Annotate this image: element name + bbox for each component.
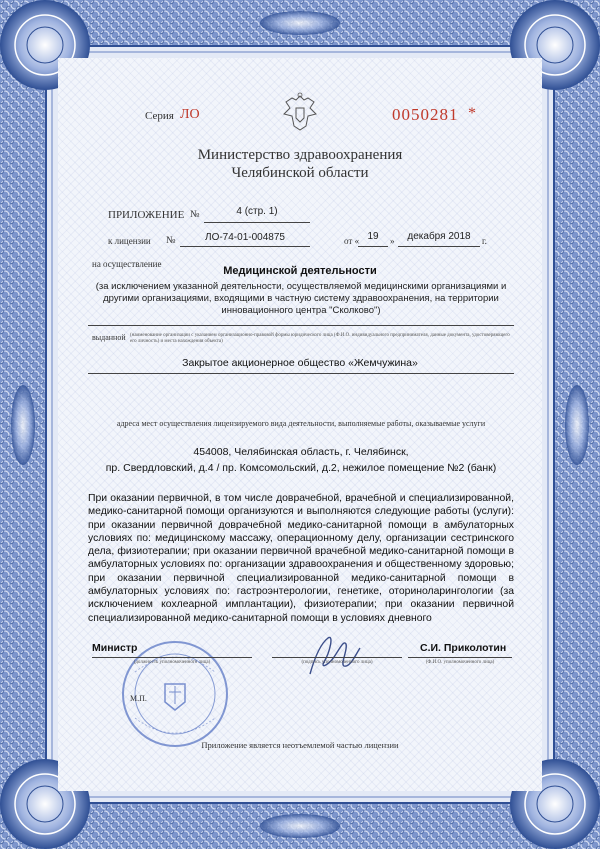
stamp-place-label: М.П. — [130, 694, 147, 703]
license-number-line — [180, 246, 310, 247]
star-mark: * — [468, 105, 476, 122]
license-number: ЛО-74-01-004875 — [205, 232, 285, 243]
name-caption: (Ф.И.О. уполномоченного лица) — [425, 660, 495, 665]
date-month-year: декабря 2018 — [407, 231, 471, 242]
issued-label: выданной — [92, 333, 126, 342]
footer-note: Приложение является неотъемлемой частью лицензии — [201, 740, 399, 750]
appendix-value: 4 (стр. 1) — [236, 206, 278, 217]
address-line-2: пр. Свердловский, д.4 / пр. Комсомольский, д.2, нежилое помещение №2 (банк) — [105, 462, 497, 474]
license-serial-number: 0050281 — [392, 105, 459, 124]
series-value: ЛО — [180, 107, 200, 122]
series-label: Серия — [145, 110, 174, 122]
activity-description: (за исключением указанной деятельности, осуществляемой медицинскими организациями и другими организациями, входящими в частную систему здравоохранения, на территории инновационного центра "Сколково") — [95, 281, 507, 316]
position-line — [92, 657, 252, 658]
date-month-line — [398, 246, 480, 247]
activity-label: на осуществление — [92, 259, 162, 269]
issued-caption: (наименование организации с указанием организационно-правовой формы юридического лица (Ф.И.О. индивидуального предпринимателя, данные документа, удостоверяющего его личность) и места нахождения объекта) — [130, 333, 510, 344]
handwritten-signature — [300, 630, 370, 680]
address-block — [88, 444, 514, 476]
date-year-suffix: г. — [482, 236, 487, 246]
appendix-no-sign: № — [190, 209, 200, 220]
activity-underline — [88, 325, 514, 326]
signer-name: С.И. Приколотин — [420, 642, 507, 654]
date-quote-close: » — [390, 236, 395, 246]
date-day: 19 — [367, 231, 379, 242]
position-caption: (должность уполномоченного лица) — [133, 660, 211, 665]
date-day-line — [358, 246, 388, 247]
ministry-title — [100, 146, 500, 182]
coat-of-arms-icon — [280, 92, 320, 134]
organization-name: Закрытое акционерное общество «Жемчужина» — [182, 357, 418, 369]
services-text: При оказании первичной, в том числе доврачебной, врачебной и специализированной, медико-санитарной помощи организуются и выполняются следующие работы (услуги): при оказании первичной доврачебной медико-санитарной помощи в амбулаторных условиях по: медицинскому массажу, операционному делу, организации сестринского дела, физиотерапии; при оказании первичной врачебной медико-санитарной помощи в амбулаторных условиях по: организации здравоохранения и общественному здоровью; при оказании первичной специализированной медико-санитарной помощи в амбулаторных условиях по: гастроэнтерологии, генетике, оториноларингологии (за исключением кохлеарной имплантации), физиотерапии; при оказании первичной специализированной медико-санитарной помощи в условиях дневного — [88, 493, 514, 624]
signature-line — [272, 657, 402, 658]
license-label: к лицензии — [108, 236, 151, 246]
appendix-line — [204, 222, 310, 223]
date-from-label: от « — [344, 236, 360, 246]
ministry-line-2: Челябинской области — [231, 165, 369, 181]
appendix-label: ПРИЛОЖЕНИЕ — [108, 209, 185, 221]
signature-caption: (подпись уполномоченного лица) — [301, 660, 373, 665]
address-line-1: 454008, Челябинская область, г. Челябинск, — [193, 446, 409, 458]
license-no-sign: № — [166, 235, 176, 246]
address-label: адреса мест осуществления лицензируемого вида деятельности, выполняемые работы, оказываемые услуги — [116, 419, 486, 428]
activity-title: Медицинской деятельности — [223, 265, 377, 277]
signer-position: Министр — [92, 642, 138, 654]
name-line — [408, 657, 512, 658]
organization-underline — [88, 373, 514, 374]
ministry-line-1: Министерство здравоохранения — [197, 147, 403, 163]
